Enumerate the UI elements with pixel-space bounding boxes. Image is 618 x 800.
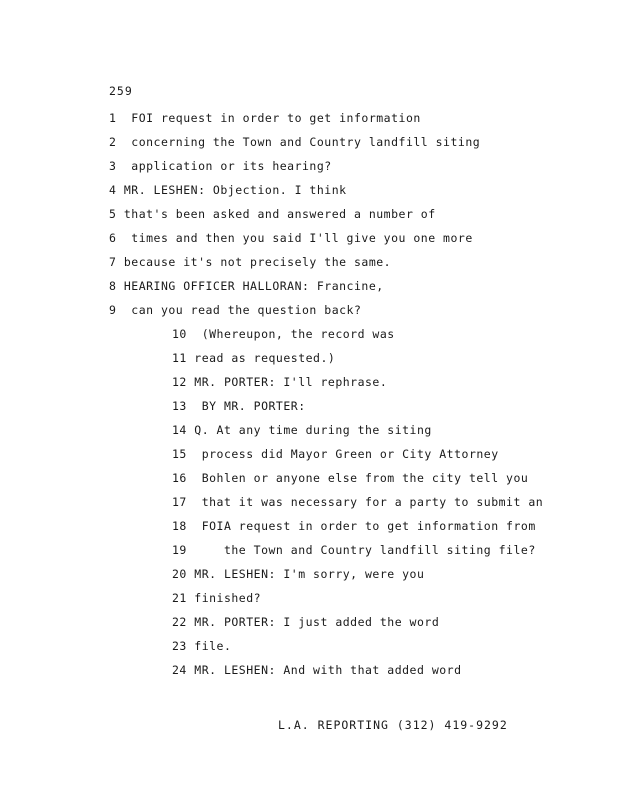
transcript-line-11: 11 read as requested.) <box>172 351 336 365</box>
transcript-line-21: 21 finished? <box>172 591 262 605</box>
transcript-line-6: 6 times and then you said I'll give you one more <box>109 231 473 245</box>
transcript-line-5: 5 that's been asked and answered a number of <box>109 207 436 221</box>
page-number: 259 <box>109 84 133 98</box>
transcript-lines <box>0 106 618 682</box>
transcript-line-19: 19 the Town and Country landfill siting file? <box>172 543 536 557</box>
transcript-line-2: 2 concerning the Town and Country landfill siting <box>109 135 481 149</box>
transcript-line-17: 17 that it was necessary for a party to submit an <box>172 495 544 509</box>
transcript-line-12: 12 MR. PORTER: I'll rephrase. <box>172 375 388 389</box>
transcript-line-9: 9 can you read the question back? <box>109 303 362 317</box>
transcript-line-13: 13 BY MR. PORTER: <box>172 399 306 413</box>
transcript-line-24: 24 MR. LESHEN: And with that added word <box>172 663 462 677</box>
transcript-line-4: 4 MR. LESHEN: Objection. I think <box>109 183 347 197</box>
transcript-line-16: 16 Bohlen or anyone else from the city tell you <box>172 471 529 485</box>
transcript-line-18: 18 FOIA request in order to get information from <box>172 519 536 533</box>
transcript-line-7: 7 because it's not precisely the same. <box>109 255 392 269</box>
transcript-line-20: 20 MR. LESHEN: I'm sorry, were you <box>172 567 425 581</box>
transcript-line-15: 15 process did Mayor Green or City Attorney <box>172 447 499 461</box>
transcript-line-14: 14 Q. At any time during the siting <box>172 423 432 437</box>
transcript-line-22: 22 MR. PORTER: I just added the word <box>172 615 440 629</box>
transcript-line-23: 23 file. <box>172 639 232 653</box>
transcript-line-8: 8 HEARING OFFICER HALLORAN: Francine, <box>109 279 384 293</box>
reporter-footer: L.A. REPORTING (312) 419-9292 <box>278 718 508 732</box>
transcript-line-10: 10 (Whereupon, the record was <box>172 327 395 341</box>
transcript-line-3: 3 application or its hearing? <box>109 159 332 173</box>
transcript-line-1: 1 FOI request in order to get information <box>109 111 421 125</box>
